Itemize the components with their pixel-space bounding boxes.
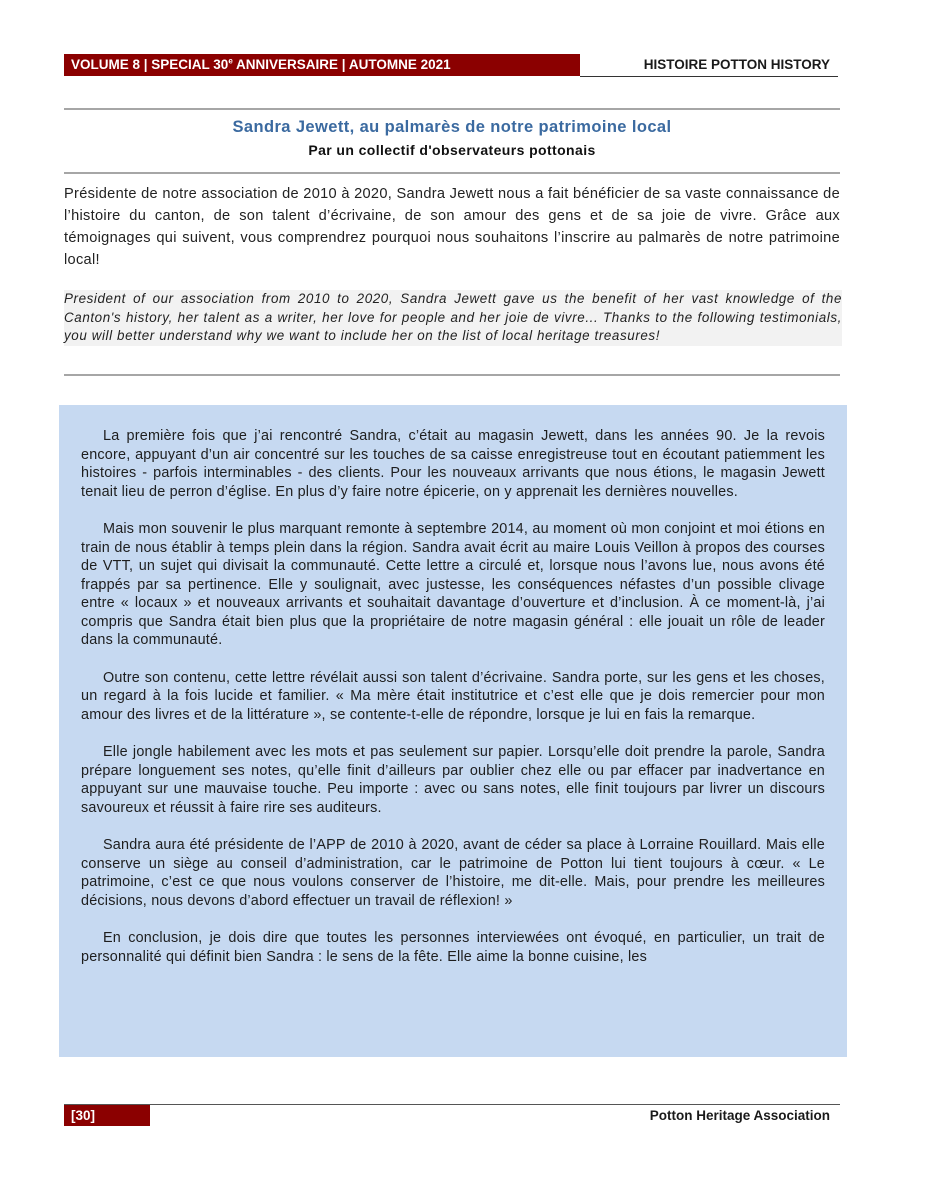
issue-superscript: e	[228, 56, 233, 66]
intro-french: Présidente de notre association de 2010 à 2020, Sandra Jewett nous a fait bénéficier de sa vaste connaissance de l’histoire du canton, de son talent d’écrivaine, de son amour des gens et de sa joie de vivre. Grâce aux témoignages qui suivent, vous comprendrez pourquoi nous souhaitons l’inscrire au palmarès de notre patrimoine local!	[64, 186, 840, 268]
article-byline: Par un collectif d'observateurs pottonais	[308, 142, 596, 158]
footer-rule	[64, 1104, 840, 1105]
issue-text-end: ANNIVERSAIRE | AUTOMNE 2021	[232, 57, 451, 72]
publication-name: HISTOIRE POTTON HISTORY	[643, 57, 830, 72]
testimonial-paragraph: Outre son contenu, cette lettre révélait aussi son talent d’écrivaine. Sandra porte, sur les gens et les choses, un regard à la fois lucide et familier. « Ma mère était institutrice et c’est elle que je dois remercier pour mon amour des livres et de la littérature », se contente-t-elle de répondre, lorsque je lui en fais la remarque.	[81, 669, 825, 723]
testimonial-paragraph: Mais mon souvenir le plus marquant remonte à septembre 2014, au moment où mon conjoint et moi étions en train de nous établir à temps plein dans la région. Sandra avait écrit au maire Louis Veillon à propos des courses de VTT, un sujet qui divisait la communauté. Cette lettre a circulé et, lorsque nous l’avons lue, nous avons été frappés par sa pertinence. Elle y soulignait, avec justesse, les conséquences néfastes d’un possible clivage entre « locaux » et nouveaux arrivants et souhaitait davantage d’ouverture et d’inclusion. À ce moment-là, j’ai compris que Sandra était bien plus que la propriétaire de notre magasin général : elle jouait un rôle de leader dans la communauté.	[81, 521, 825, 648]
testimonial-paragraph: La première fois que j’ai rencontré Sandra, c’était au magasin Jewett, dans les années 90. Je la revois encore, appuyant d’un air concentré sur les touches de sa caisse enregistreuse tout en écoutant patiemment les histoires - parfois interminables - des clients. Pour les nouveaux arrivants que nous étions, le magasin Jewett tenait lieu de perron d’église. En plus d’y faire notre épicerie, on y apprenait les dernières nouvelles.	[81, 428, 825, 500]
issue-text-start: VOLUME 8 | SPECIAL 30	[71, 57, 229, 72]
page-number: [30]	[64, 1105, 150, 1126]
testimonial-paragraph: Sandra aura été présidente de l’APP de 2010 à 2020, avant de céder sa place à Lorraine Rouillard. Mais elle conserve un siège au conseil d’administration, car le patrimoine de Potton lui tient toujours à cœur. « Le patrimoine, c’est ce que nous voulons conserver de l’histoire, me dit-elle. Mais, pour prendre les meilleures décisions, nous devons d’abord effectuer un travail de réflexion! »	[81, 837, 825, 909]
intro-bottom-rule	[64, 374, 840, 376]
issue-banner	[64, 54, 580, 76]
intro-english: President of our association from 2010 to 2020, Sandra Jewett gave us the benefit of her vast knowledge of the Canton's history, her talent as a writer, her love for people and her joie de vivre... Thanks to the following testimonials, you will better understand why we want to include her on the list of local heritage treasures!	[64, 290, 842, 346]
header-underline	[580, 76, 838, 77]
article-title: Sandra Jewett, au palmarès de notre patrimoine local	[232, 118, 672, 136]
footer-organization: Potton Heritage Association	[649, 1108, 830, 1123]
testimonial-paragraph: Elle jongle habilement avec les mots et pas seulement sur papier. Lorsqu’elle doit prendre la parole, Sandra prépare longuement ses notes, qu’elle finit d’ailleurs par oublier chez elle ou par effacer par inadvertance en appuyant sur une mauvaise touche. Peu importe : avec ou sans notes, elle finit toujours par livrer un discours savoureux et réussit à faire rire ses auditeurs.	[81, 744, 825, 816]
testimonial-paragraph: En conclusion, je dois dire que toutes les personnes interviewées ont évoqué, en particulier, un trait de personnalité qui définit bien Sandra : le sens de la fête. Elle aime la bonne cuisine, les	[81, 930, 825, 965]
testimonial-box	[59, 405, 847, 1057]
title-bottom-rule	[64, 172, 840, 174]
title-top-rule	[64, 108, 840, 110]
